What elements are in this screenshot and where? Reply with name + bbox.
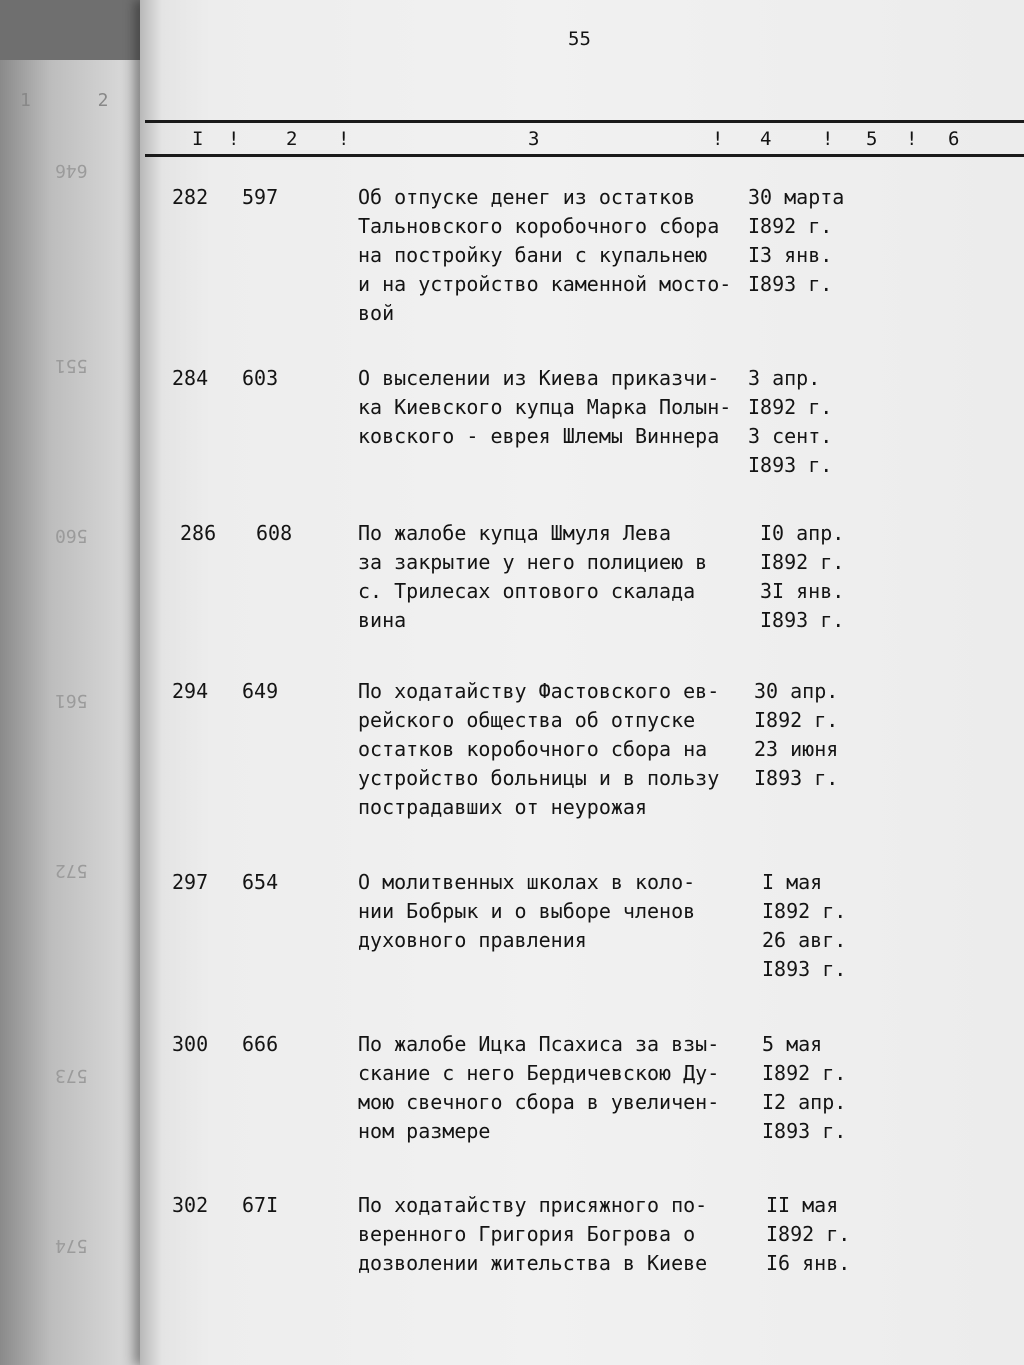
column-separator: ! (338, 128, 350, 150)
underlying-page-number: 560 (55, 525, 88, 546)
entry-dates: 30 марта I892 г. I3 янв. I893 г. (748, 185, 845, 296)
entry-description: О молитвенных школах в коло- нии Бобрык и о выборе членов духовного правления (358, 870, 696, 952)
header-bottom-rule (145, 154, 1024, 157)
entry-dates: 3 апр. I892 г. 3 сент. I893 г. (748, 366, 833, 477)
column-header-3: 3 (528, 128, 540, 150)
column-header-2: 2 (286, 128, 298, 150)
entry-number: 294 (172, 679, 209, 703)
column-separator: ! (906, 128, 918, 150)
entry-number: 284 (172, 366, 209, 390)
column-separator: ! (228, 128, 240, 150)
underlying-page-number: 572 (55, 860, 88, 881)
column-header-5: 5 (866, 128, 878, 150)
entry-number: 286 (180, 521, 217, 545)
entry-description: О выселении из Киева приказчи- ка Киевского купца Марка Полын- ковского - еврея Шлемы Виннера (358, 366, 732, 448)
underlying-page-header: 1 2 (20, 90, 137, 111)
entry-number: 297 (172, 870, 209, 894)
page-number: 55 (568, 28, 591, 50)
file-number: 603 (242, 366, 279, 390)
entry-number: 302 (172, 1193, 209, 1217)
entry-description: По ходатайству Фастовского ев- рейского общества об отпуске остатков коробочного сбора на устройство больницы и в пользу пострадавших от неурожая (358, 679, 720, 819)
file-number: 608 (256, 521, 293, 545)
underlying-page-number: 574 (55, 1235, 88, 1256)
column-header-4: 4 (760, 128, 772, 150)
entry-number: 300 (172, 1032, 209, 1056)
header-top-rule (145, 120, 1024, 123)
underlying-page-number: 561 (55, 690, 88, 711)
entry-dates: 5 мая I892 г. I2 апр. I893 г. (762, 1032, 847, 1143)
entry-dates: 30 апр. I892 г. 23 июня I893 г. (754, 679, 839, 790)
file-number: 597 (242, 185, 279, 209)
underlying-page-number: 646 (55, 160, 88, 181)
column-header-1: I (192, 128, 204, 150)
entry-description: По жалобе купца Шмуля Лева за закрытие у него полициею в с. Трилесах оптового скалада вина (358, 521, 708, 632)
file-number: 649 (242, 679, 279, 703)
entry-description: По жалобе Ицка Псахиса за взы- скание с него Бердичевскою Ду- мою свечного сбора в увеличен- ном размере (358, 1032, 720, 1143)
entry-description: По ходатайству присяжного по- веренного Григория Богрова о дозволении жительства в Киеве (358, 1193, 708, 1275)
entry-description: Об отпуске денег из остатков Тальновского коробочного сбора на постройку бани с купальнею и на устройство каменной мосто- вой (358, 185, 732, 325)
file-number: 666 (242, 1032, 279, 1056)
file-number: 654 (242, 870, 279, 894)
entry-dates: I0 апр. I892 г. 3I янв. I893 г. (760, 521, 845, 632)
entry-dates: II мая I892 г. I6 янв. (766, 1193, 851, 1275)
column-separator: ! (712, 128, 724, 150)
column-separator: ! (822, 128, 834, 150)
file-number: 67I (242, 1193, 279, 1217)
underlying-page-number: 551 (55, 355, 88, 376)
entry-number: 282 (172, 185, 209, 209)
document-page (140, 0, 1024, 1365)
column-header-6: 6 (948, 128, 960, 150)
underlying-page-number: 573 (55, 1065, 88, 1086)
entry-dates: I мая I892 г. 26 авг. I893 г. (762, 870, 847, 981)
